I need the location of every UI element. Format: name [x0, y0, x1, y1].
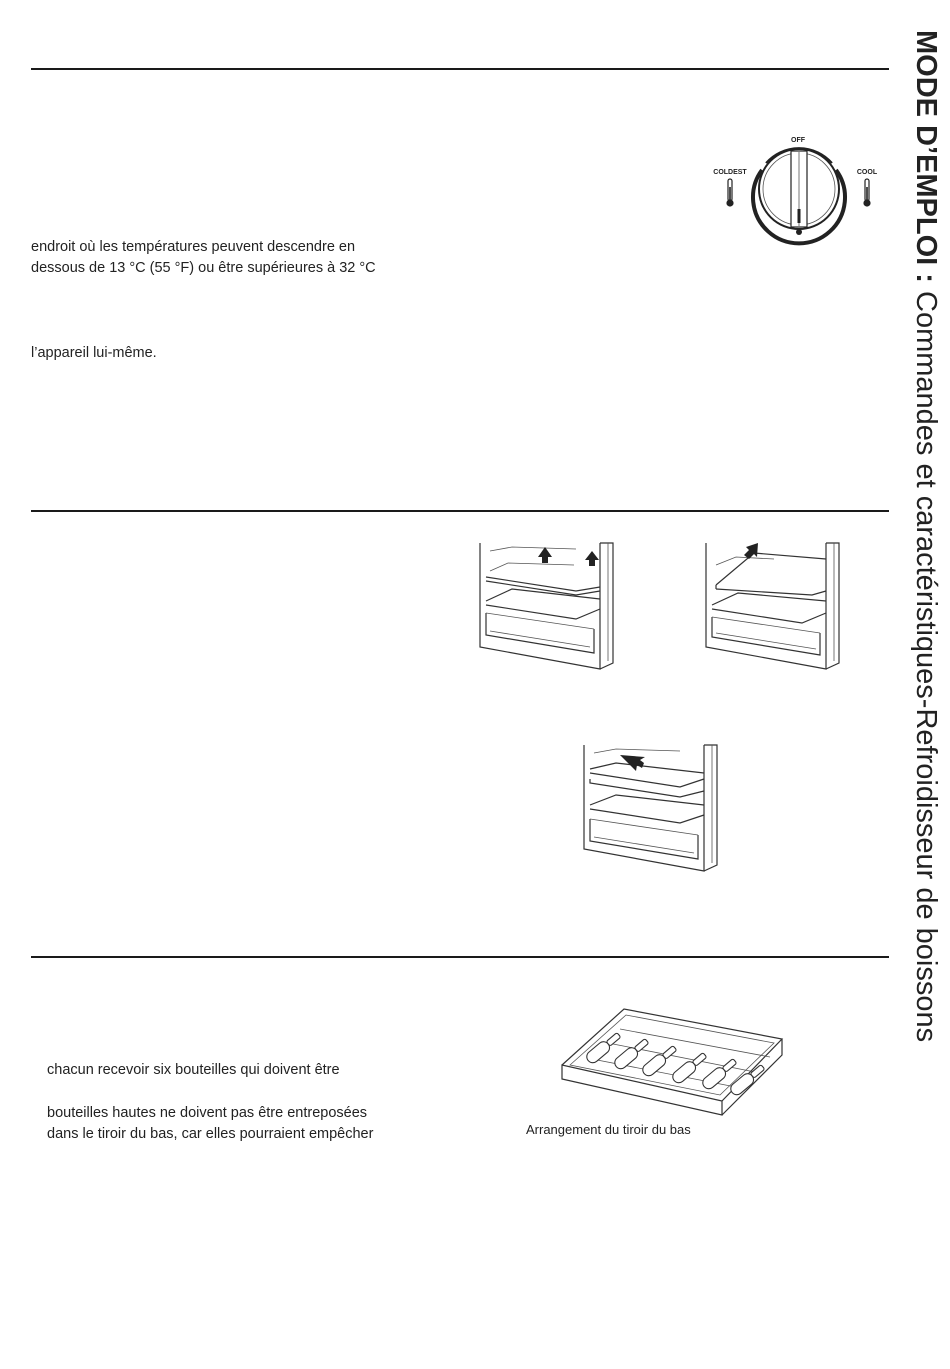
wine-bottles	[584, 1030, 766, 1097]
thermometer-icon-cool	[863, 179, 870, 207]
side-title	[903, 30, 949, 1190]
section1-text-line1: endroit où les températures peuvent descendre en	[31, 239, 356, 255]
section3-text-line1: chacun recevoir six bouteilles qui doivent être	[47, 1062, 340, 1078]
side-title-rest: Commandes et caractéristiques-Refroidisseur de boissons	[910, 291, 942, 1043]
section3-text-line3: dans le tiroir du bas, car elles pourraient empêcher	[47, 1126, 374, 1142]
bottom-drawer-illustration	[560, 1005, 785, 1120]
section-divider-drawer	[31, 956, 889, 958]
dial-coldest-label: COLDEST	[713, 169, 747, 176]
thermometer-icon-cold	[726, 179, 733, 207]
shelf-removal-illustration-2	[702, 543, 867, 675]
section-divider-shelves	[31, 510, 889, 512]
drawer-caption: Arrangement du tiroir du bas	[526, 1122, 691, 1137]
section1-text-line2: dessous de 13 °C (55 °F) ou être supérieures à 32 °C	[31, 260, 376, 276]
section3-text-line2: bouteilles hautes ne doivent pas être entreposées	[47, 1105, 368, 1121]
section-divider-top	[31, 68, 889, 70]
side-title-bold: MODE D’EMPLOI :	[910, 30, 942, 283]
dial-cool-label: COOL	[856, 169, 878, 176]
dial-off-label: OFF	[791, 137, 805, 144]
shelf-removal-illustration-1	[476, 543, 641, 675]
section1-text-line3: l’appareil lui-même.	[31, 345, 157, 361]
shelf-replacement-illustration	[580, 745, 745, 877]
temperature-dial-illustration	[700, 125, 890, 245]
